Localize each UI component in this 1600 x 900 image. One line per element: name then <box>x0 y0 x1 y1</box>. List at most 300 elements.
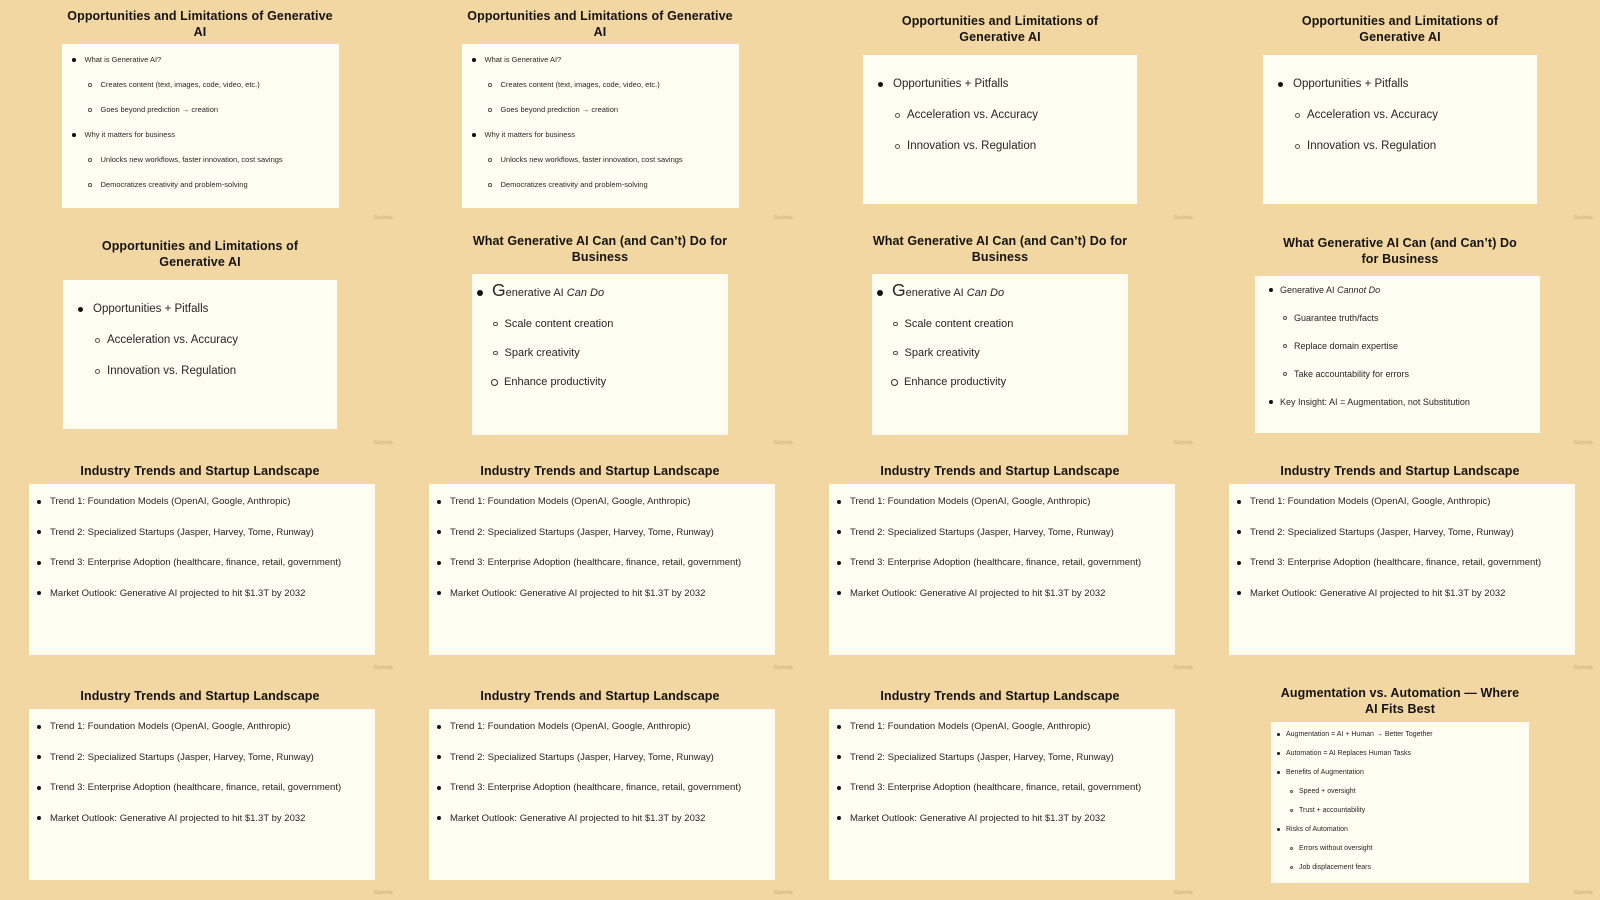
bullet-item <box>863 139 1129 153</box>
bullet-item <box>1271 825 1521 835</box>
bullet-text: Trend 2: Specialized Startups (Jasper, Harvey, Tome, Runway) <box>50 751 314 763</box>
filled-bullet-icon <box>78 307 83 312</box>
bullet-item <box>472 346 720 360</box>
filled-bullet-icon <box>837 725 841 729</box>
bullet-item <box>29 586 363 602</box>
bullet-text <box>892 280 1005 302</box>
bullet-item <box>429 525 763 541</box>
bullet-item <box>1271 749 1521 759</box>
slide-title <box>0 225 400 270</box>
bullet-text: Trend 2: Specialized Startups (Jasper, Harvey, Tome, Runway) <box>450 526 714 538</box>
slide-title <box>1200 225 1600 267</box>
bullet-text: Trust + accountability <box>1299 807 1366 814</box>
bullet-item <box>1255 340 1532 352</box>
bullet-list <box>462 55 729 190</box>
watermark: Gamma <box>1573 890 1593 896</box>
slide-thumbnail-8[interactable] <box>1200 225 1600 450</box>
slide-content-card <box>829 484 1175 655</box>
slide-title-line: Industry Trends and Startup Landscape <box>80 689 320 703</box>
bullet-item <box>472 375 720 389</box>
slide-content-card <box>62 44 339 208</box>
slide-thumbnail-1[interactable] <box>0 0 400 225</box>
slide-content-card <box>872 274 1128 435</box>
slide-thumbnail-6[interactable] <box>400 225 800 450</box>
hollow-bullet-icon <box>1290 847 1293 850</box>
slide-title-line: Industry Trends and Startup Landscape <box>880 464 1120 478</box>
bullet-text: Trend 2: Specialized Startups (Jasper, Harvey, Tome, Runway) <box>450 751 714 763</box>
bullet-text: Goes beyond prediction → creation <box>100 105 219 114</box>
slide-title <box>400 225 800 265</box>
bullet-text: Job displacement fears <box>1299 864 1371 871</box>
filled-bullet-icon <box>72 133 76 137</box>
slide-title-line: Opportunities and Limitations of <box>901 14 1099 28</box>
slide-title <box>1200 675 1600 717</box>
bullet-item <box>1255 312 1532 324</box>
bullet-text: Guarantee truth/facts <box>1294 313 1379 323</box>
watermark: Gamma <box>1173 665 1193 671</box>
bullet-item <box>1263 139 1529 153</box>
bullet-item <box>62 80 329 90</box>
hollow-bullet-icon <box>893 322 898 327</box>
bullet-item <box>29 750 363 766</box>
hollow-bullet-icon <box>893 351 898 356</box>
slide-title-line: Opportunities and Limitations of Generative <box>467 9 733 23</box>
slide-title-line: What Generative AI Can (and Can’t) Do for <box>872 234 1128 248</box>
slide-title-line: Industry Trends and Startup Landscape <box>880 689 1120 703</box>
bullet-text <box>1280 284 1380 296</box>
slide-thumbnail-13[interactable] <box>0 675 400 900</box>
slide-content-card <box>863 55 1137 204</box>
slide-title-line: Opportunities and Limitations of Generative <box>67 9 333 23</box>
bullet-text: Acceleration vs. Accuracy <box>1307 109 1439 121</box>
hollow-bullet-icon <box>891 379 898 386</box>
filled-bullet-icon <box>437 786 441 790</box>
slide-title-line: Industry Trends and Startup Landscape <box>480 689 720 703</box>
bullet-item <box>1229 555 1563 571</box>
bullet-item <box>429 555 763 571</box>
bullet-list <box>29 719 363 826</box>
bullet-item <box>1271 863 1521 873</box>
hollow-bullet-icon <box>895 144 900 149</box>
bullet-item <box>29 719 363 735</box>
bullet-text: Opportunities + Pitfalls <box>1293 78 1409 90</box>
bullet-list <box>63 302 329 378</box>
watermark: Gamma <box>773 215 793 221</box>
filled-bullet-icon <box>37 725 41 729</box>
bullet-text: Key Insight: AI = Augmentation, not Substitution <box>1280 397 1470 407</box>
hollow-bullet-icon <box>488 183 492 187</box>
bullet-item <box>62 105 329 115</box>
bullet-item <box>429 494 763 510</box>
filled-bullet-icon <box>1237 530 1241 534</box>
slide-content-card <box>29 709 375 880</box>
slide-title <box>0 0 400 40</box>
watermark: Gamma <box>1173 215 1193 221</box>
bullet-item <box>62 155 329 165</box>
bullet-text: Innovation vs. Regulation <box>107 365 237 377</box>
bullet-item <box>829 719 1163 735</box>
hollow-bullet-icon <box>488 83 492 87</box>
slide-thumbnail-4[interactable] <box>1200 0 1600 225</box>
slide-thumbnail-12[interactable] <box>1200 450 1600 675</box>
bullet-item <box>1263 108 1529 122</box>
bullet-text: Goes beyond prediction → creation <box>500 105 619 114</box>
watermark: Gamma <box>373 665 393 671</box>
slide-title <box>400 0 800 40</box>
slide-title <box>400 450 800 479</box>
bullet-item <box>1255 368 1532 380</box>
bullet-item <box>829 555 1163 571</box>
bullet-item <box>872 280 1120 302</box>
bullet-item <box>829 811 1163 827</box>
slide-thumbnail-7[interactable] <box>800 225 1200 450</box>
bullet-text: Trend 1: Foundation Models (OpenAI, Google, Anthropic) <box>850 496 1091 507</box>
hollow-bullet-icon <box>1290 866 1293 869</box>
bullet-text: Market Outlook: Generative AI projected to hit $1.3T by 2032 <box>1250 587 1506 599</box>
filled-bullet-icon <box>437 725 441 729</box>
slide-title-line: AI <box>593 25 607 39</box>
slide-thumbnail-10[interactable] <box>400 450 800 675</box>
slide-title-line: Industry Trends and Startup Landscape <box>480 464 720 478</box>
hollow-bullet-icon <box>95 338 100 343</box>
filled-bullet-icon <box>37 816 41 820</box>
bullet-text: Trend 3: Enterprise Adoption (healthcare, finance, retail, government) <box>50 557 342 568</box>
bullet-item <box>829 494 1163 510</box>
filled-bullet-icon <box>437 530 441 534</box>
bullet-text: Market Outlook: Generative AI projected to hit $1.3T by 2032 <box>850 587 1106 599</box>
slide-title <box>800 225 1200 265</box>
bullet-item <box>429 586 763 602</box>
hollow-bullet-icon <box>1295 144 1300 149</box>
bullet-item <box>829 586 1163 602</box>
hollow-bullet-icon <box>493 351 498 356</box>
bullet-text: Trend 1: Foundation Models (OpenAI, Google, Anthropic) <box>450 496 691 507</box>
slide-content-card <box>472 274 728 435</box>
bullet-text-italic: Can Do <box>566 287 605 299</box>
slide-thumbnail-16[interactable] <box>1200 675 1600 900</box>
bullet-text-italic: Cannot Do <box>1337 285 1381 295</box>
bullet-item <box>462 155 729 165</box>
bullet-text: Automation = AI Replaces Human Tasks <box>1286 750 1411 757</box>
filled-bullet-icon <box>837 561 841 565</box>
bullet-item <box>863 108 1129 122</box>
bullet-list <box>863 77 1129 153</box>
bullet-text: Trend 3: Enterprise Adoption (healthcare, finance, retail, government) <box>850 557 1142 568</box>
slide-thumbnail-11[interactable] <box>800 450 1200 675</box>
filled-bullet-icon <box>837 591 841 595</box>
bullet-item <box>1263 77 1529 91</box>
dropcap-letter: G <box>892 280 906 300</box>
slide-title <box>800 675 1200 704</box>
bullet-text: Enhance productivity <box>904 376 1007 388</box>
slide-title <box>1200 0 1600 45</box>
bullet-text: Trend 1: Foundation Models (OpenAI, Google, Anthropic) <box>1250 496 1491 507</box>
bullet-item <box>62 55 329 65</box>
bullet-text: Trend 1: Foundation Models (OpenAI, Google, Anthropic) <box>850 721 1091 732</box>
slide-content-card <box>1271 722 1529 883</box>
bullet-text: Spark creativity <box>904 347 980 359</box>
bullet-item <box>472 280 720 302</box>
bullet-item <box>462 55 729 65</box>
slide-title <box>1200 450 1600 479</box>
bullet-text-normal: enerative AI <box>505 287 567 299</box>
bullet-item <box>863 77 1129 91</box>
bullet-item <box>829 780 1163 796</box>
bullet-item <box>29 525 363 541</box>
slide-title <box>400 675 800 704</box>
bullet-list <box>429 719 763 826</box>
hollow-bullet-icon <box>895 113 900 118</box>
slide-thumbnail-9[interactable] <box>0 450 400 675</box>
bullet-text: Speed + oversight <box>1299 788 1356 795</box>
slide-title-line: Opportunities and Limitations of <box>1301 14 1499 28</box>
bullet-item <box>62 180 329 190</box>
slide-title-line: Generative AI <box>959 30 1041 44</box>
hollow-bullet-icon <box>1283 316 1287 320</box>
bullet-text: Trend 3: Enterprise Adoption (healthcare, finance, retail, government) <box>50 782 342 793</box>
hollow-bullet-icon <box>88 83 92 87</box>
bullet-text: Trend 2: Specialized Startups (Jasper, Harvey, Tome, Runway) <box>850 751 1114 763</box>
filled-bullet-icon <box>37 530 41 534</box>
filled-bullet-icon <box>1277 752 1280 755</box>
filled-bullet-icon <box>437 816 441 820</box>
bullet-item <box>829 750 1163 766</box>
filled-bullet-icon <box>1278 82 1283 87</box>
filled-bullet-icon <box>72 58 76 62</box>
slide-title-line: Industry Trends and Startup Landscape <box>1280 464 1520 478</box>
bullet-item <box>62 130 329 140</box>
bullet-text: Errors without oversight <box>1299 845 1373 852</box>
bullet-item <box>429 811 763 827</box>
filled-bullet-icon <box>1237 500 1241 504</box>
bullet-text: Augmentation = AI + Human → Better Together <box>1286 731 1433 738</box>
filled-bullet-icon <box>472 133 476 137</box>
bullet-item <box>63 333 329 347</box>
watermark: Gamma <box>773 665 793 671</box>
filled-bullet-icon <box>472 58 476 62</box>
bullet-item <box>1229 586 1563 602</box>
filled-bullet-icon <box>837 500 841 504</box>
slide-title-line: Generative AI <box>1359 30 1441 44</box>
filled-bullet-icon <box>437 500 441 504</box>
bullet-item <box>429 750 763 766</box>
bullet-text-normal: Generative AI <box>1280 285 1338 295</box>
hollow-bullet-icon <box>1283 344 1287 348</box>
watermark: Gamma <box>1573 215 1593 221</box>
bullet-list <box>1255 284 1532 408</box>
bullet-text <box>492 280 605 302</box>
filled-bullet-icon <box>1269 400 1273 404</box>
slide-title-line: Business <box>571 250 629 264</box>
bullet-text: Unlocks new workflows, faster innovation, cost savings <box>500 155 683 164</box>
bullet-text: Trend 2: Specialized Startups (Jasper, Harvey, Tome, Runway) <box>50 526 314 538</box>
bullet-text: Market Outlook: Generative AI projected to hit $1.3T by 2032 <box>450 812 706 824</box>
bullet-text: Opportunities + Pitfalls <box>93 303 209 315</box>
hollow-bullet-icon <box>1295 113 1300 118</box>
bullet-list <box>829 494 1163 601</box>
slide-title-line: Business <box>971 250 1029 264</box>
bullet-item <box>29 555 363 571</box>
hollow-bullet-icon <box>1290 809 1293 812</box>
bullet-item <box>1229 494 1563 510</box>
bullet-item <box>1271 844 1521 854</box>
bullet-item <box>829 525 1163 541</box>
watermark: Gamma <box>1573 665 1593 671</box>
bullet-text: Creates content (text, images, code, video, etc.) <box>500 80 660 89</box>
bullet-text: What is Generative AI? <box>84 55 162 64</box>
bullet-text: Market Outlook: Generative AI projected to hit $1.3T by 2032 <box>850 812 1106 824</box>
bullet-item <box>63 302 329 316</box>
slide-thumbnail-15[interactable] <box>800 675 1200 900</box>
bullet-item <box>1271 768 1521 778</box>
slide-content-card <box>829 709 1175 880</box>
bullet-text: Creates content (text, images, code, video, etc.) <box>100 80 260 89</box>
bullet-text: Market Outlook: Generative AI projected to hit $1.3T by 2032 <box>50 587 306 599</box>
slide-title-line: Opportunities and Limitations of <box>101 239 299 253</box>
bullet-item <box>429 780 763 796</box>
bullet-item <box>462 80 729 90</box>
watermark: Gamma <box>773 440 793 446</box>
bullet-text: Trend 3: Enterprise Adoption (healthcare, finance, retail, government) <box>850 782 1142 793</box>
hollow-bullet-icon <box>488 158 492 162</box>
filled-bullet-icon <box>477 290 483 296</box>
bullet-item <box>462 105 729 115</box>
slide-content-card <box>1229 484 1575 655</box>
bullet-item <box>1255 284 1532 296</box>
bullet-text: Acceleration vs. Accuracy <box>907 109 1039 121</box>
filled-bullet-icon <box>837 530 841 534</box>
bullet-list <box>1229 494 1563 601</box>
bullet-text: Trend 1: Foundation Models (OpenAI, Google, Anthropic) <box>50 721 291 732</box>
slide-title <box>800 0 1200 45</box>
bullet-text-normal: enerative AI <box>905 287 967 299</box>
bullet-text: Trend 1: Foundation Models (OpenAI, Google, Anthropic) <box>50 496 291 507</box>
slide-content-card <box>429 484 775 655</box>
bullet-item <box>462 130 729 140</box>
hollow-bullet-icon <box>1283 372 1287 376</box>
bullet-text: Opportunities + Pitfalls <box>893 78 1009 90</box>
bullet-text: Market Outlook: Generative AI projected to hit $1.3T by 2032 <box>450 587 706 599</box>
bullet-text: What is Generative AI? <box>484 55 562 64</box>
filled-bullet-icon <box>37 786 41 790</box>
slide-thumbnail-5[interactable] <box>0 225 400 450</box>
slide-content-card <box>1263 55 1537 204</box>
bullet-text: Democratizes creativity and problem-solving <box>500 180 648 189</box>
bullet-text: Trend 2: Specialized Startups (Jasper, Harvey, Tome, Runway) <box>850 526 1114 538</box>
filled-bullet-icon <box>1277 733 1280 736</box>
filled-bullet-icon <box>1237 561 1241 565</box>
bullet-text: Unlocks new workflows, faster innovation, cost savings <box>100 155 283 164</box>
bullet-text: Trend 3: Enterprise Adoption (healthcare, finance, retail, government) <box>450 782 742 793</box>
hollow-bullet-icon <box>95 369 100 374</box>
slide-thumbnail-2[interactable] <box>400 0 800 225</box>
bullet-item <box>472 317 720 331</box>
slide-title-line: What Generative AI Can (and Can’t) Do <box>1283 236 1517 250</box>
bullet-item <box>872 317 1120 331</box>
filled-bullet-icon <box>37 500 41 504</box>
bullet-list <box>1263 77 1529 153</box>
bullet-list <box>29 494 363 601</box>
slide-title-line: Generative AI <box>159 255 241 269</box>
filled-bullet-icon <box>37 755 41 759</box>
bullet-item <box>1271 787 1521 797</box>
slide-title-line: Augmentation vs. Automation — Where <box>1280 686 1520 700</box>
bullet-list <box>429 494 763 601</box>
filled-bullet-icon <box>1237 591 1241 595</box>
bullet-item <box>63 364 329 378</box>
bullet-text: Scale content creation <box>904 318 1014 330</box>
slide-thumbnail-3[interactable] <box>800 0 1200 225</box>
bullet-item <box>1271 730 1521 740</box>
bullet-text: Replace domain expertise <box>1294 341 1399 351</box>
watermark: Gamma <box>773 890 793 896</box>
watermark: Gamma <box>1173 440 1193 446</box>
dropcap-letter: G <box>492 280 506 300</box>
bullet-item <box>429 719 763 735</box>
bullet-text: Why it matters for business <box>84 130 175 139</box>
filled-bullet-icon <box>837 755 841 759</box>
bullet-item <box>29 780 363 796</box>
slide-content-card <box>429 709 775 880</box>
filled-bullet-icon <box>837 786 841 790</box>
watermark: Gamma <box>373 890 393 896</box>
hollow-bullet-icon <box>88 108 92 112</box>
bullet-item <box>462 180 729 190</box>
slide-content-card <box>1255 276 1540 433</box>
bullet-text: Innovation vs. Regulation <box>907 140 1037 152</box>
bullet-text: Risks of Automation <box>1286 826 1348 833</box>
bullet-item <box>872 346 1120 360</box>
hollow-bullet-icon <box>88 158 92 162</box>
slide-content-card <box>63 280 337 429</box>
bullet-list <box>1271 730 1521 873</box>
slide-title-line: AI <box>193 25 207 39</box>
bullet-text: Acceleration vs. Accuracy <box>107 334 239 346</box>
filled-bullet-icon <box>437 755 441 759</box>
bullet-text: Innovation vs. Regulation <box>1307 140 1437 152</box>
filled-bullet-icon <box>1269 288 1273 292</box>
watermark: Gamma <box>1173 890 1193 896</box>
hollow-bullet-icon <box>491 379 498 386</box>
slide-title-line: AI Fits Best <box>1365 702 1435 716</box>
bullet-text: Spark creativity <box>504 347 580 359</box>
slide-content-card <box>462 44 739 208</box>
slide-thumbnail-14[interactable] <box>400 675 800 900</box>
hollow-bullet-icon <box>488 108 492 112</box>
bullet-item <box>29 494 363 510</box>
hollow-bullet-icon <box>88 183 92 187</box>
bullet-text: Enhance productivity <box>504 376 607 388</box>
bullet-list <box>62 55 329 190</box>
bullet-text-italic: Can Do <box>966 287 1005 299</box>
bullet-text: Market Outlook: Generative AI projected to hit $1.3T by 2032 <box>50 812 306 824</box>
slide-title <box>0 675 400 704</box>
filled-bullet-icon <box>437 561 441 565</box>
slide-title <box>0 450 400 479</box>
bullet-text: Benefits of Augmentation <box>1286 769 1364 776</box>
watermark: Gamma <box>373 215 393 221</box>
slide-title-line: for Business <box>1361 252 1439 266</box>
bullet-item <box>29 811 363 827</box>
bullet-list <box>472 280 720 389</box>
bullet-item <box>1229 525 1563 541</box>
filled-bullet-icon <box>1277 771 1280 774</box>
filled-bullet-icon <box>1277 828 1280 831</box>
filled-bullet-icon <box>37 591 41 595</box>
filled-bullet-icon <box>878 82 883 87</box>
bullet-text: Democratizes creativity and problem-solving <box>100 180 248 189</box>
bullet-text: Why it matters for business <box>484 130 575 139</box>
